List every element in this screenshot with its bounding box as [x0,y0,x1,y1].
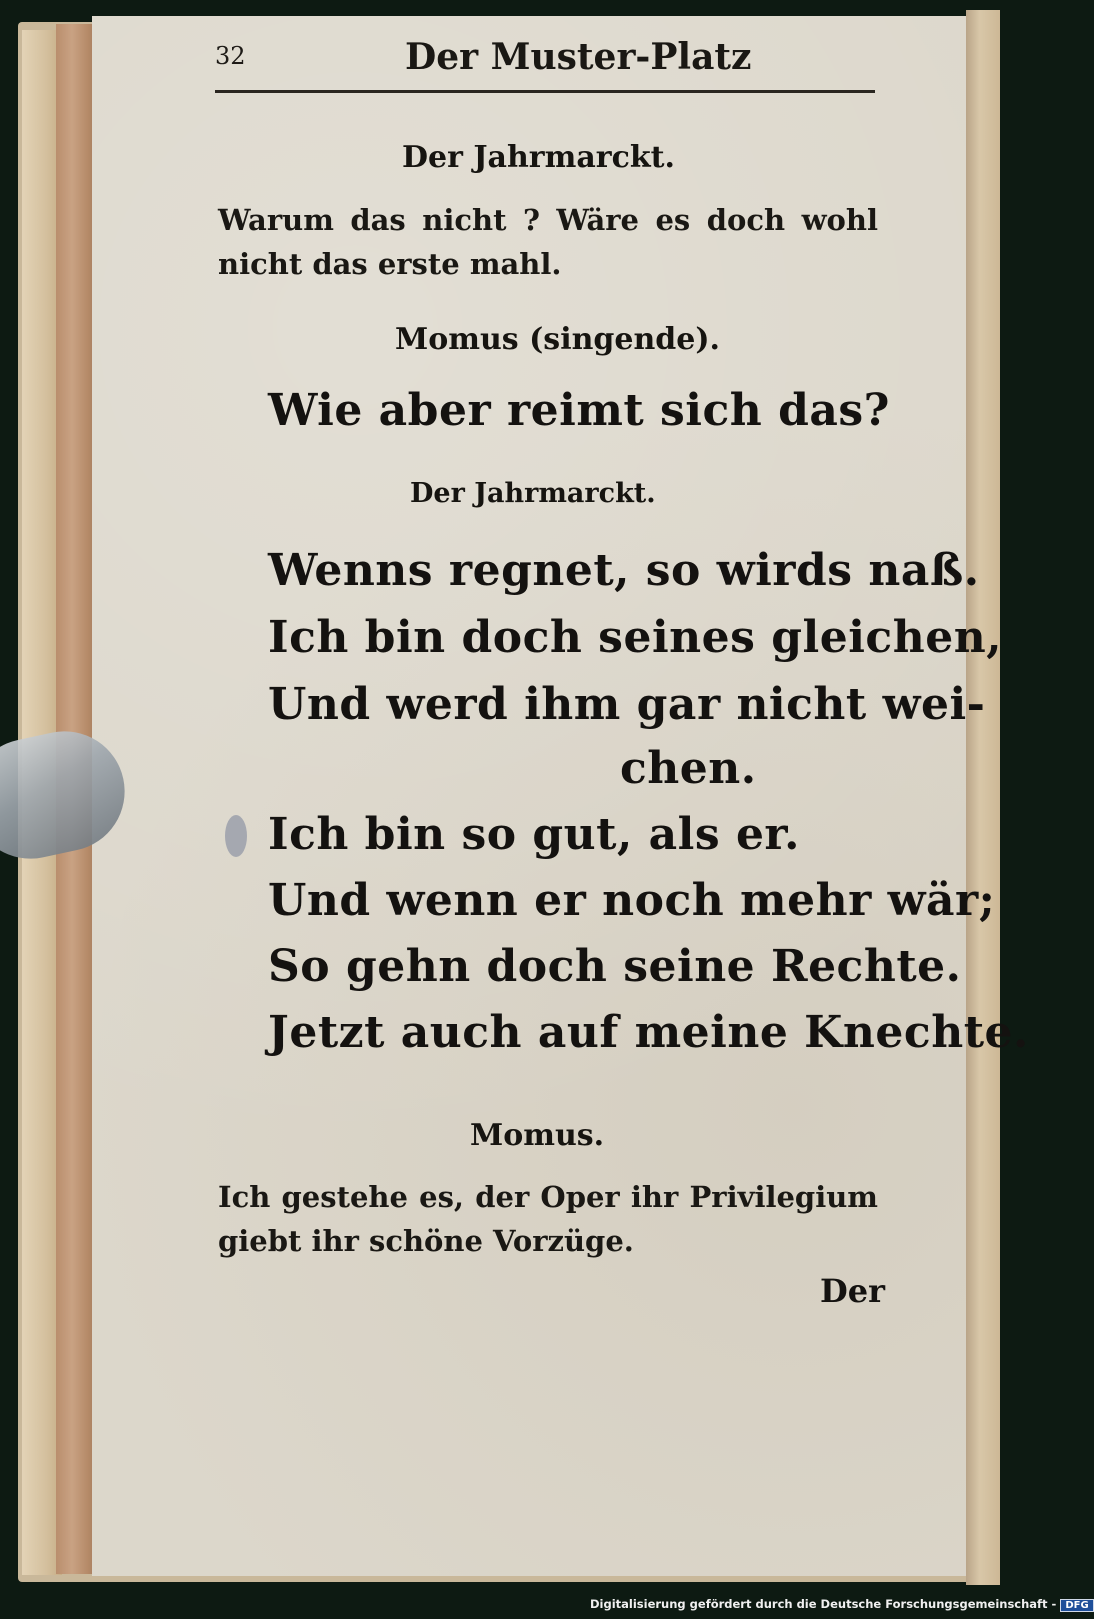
verse-line-4: chen. [620,743,757,794]
verse-line-8: Jetzt auch auf meine Knechte. [268,1007,1029,1058]
page-number: 32 [215,42,246,70]
speaker-jahrmarckt-2: Der Jahrmarckt. [410,478,656,509]
dfg-logo: DFG [1060,1599,1093,1612]
digitization-credit [590,1597,1094,1612]
verse-line-1: Wenns regnet, so wirds naß. [268,545,980,596]
running-title: Der Muster-Platz [405,36,752,78]
verse-line-intro: Wie aber reimt sich das? [268,385,890,436]
credit-text: Digitalisierung gefördert durch die Deutsche Forschungsgemeinschaft - [590,1597,1057,1611]
ink-smudge [225,815,247,857]
prose-paragraph-1: Warum das nicht ? Wäre es doch wohl nicht das erste mahl. [218,203,878,281]
right-page-edge [966,10,1000,1585]
page-header [215,22,875,93]
speaker-jahrmarckt-1: Der Jahrmarckt. [402,140,675,175]
verse-line-2: Ich bin doch seines gleichen, [268,612,1003,663]
catchword: Der [820,1272,885,1310]
speaker-momus-singende: Momus (singende). [395,322,720,357]
verse-line-7: So gehn doch seine Rechte. [268,941,962,992]
prose-paragraph-2: Ich gestehe es, der Oper ihr Privilegium giebt ihr schöne Vorzüge. [218,1180,878,1258]
speaker-momus: Momus. [470,1118,605,1153]
verse-line-5: Ich bin so gut, als er. [268,809,800,860]
verse-line-3: Und werd ihm gar nicht wei- [268,679,986,730]
verse-line-6: Und wenn er noch mehr wär; [268,875,996,926]
